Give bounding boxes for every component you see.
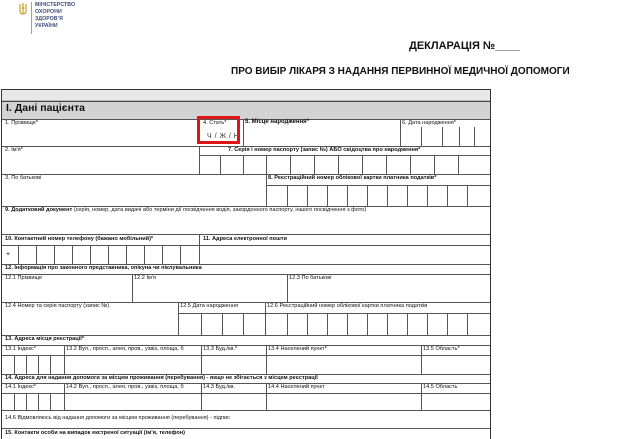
label-additional-doc [5,207,366,214]
label-rep-name: 12.2 Ім'я [134,275,156,281]
declaration-title: ДЕКЛАРАЦІЯ №____ [409,40,520,52]
declaration-subtitle: ПРО ВИБІР ЛІКАРЯ З НАДАННЯ ПЕРВИННОЇ МЕДИЧНОЇ ДОПОМОГИ [231,66,570,77]
label-reg-city: 13.4 Населений пункт* [268,346,327,352]
label-passport: 7. Серія і номер паспорту (запис №) АБО свідоцтва про народження* [228,147,421,153]
label-email: 11. Адреса електронної пошти [203,236,287,242]
label-reg-region: 13.5 Область* [423,346,460,352]
ministry-name-line-4: УКРАЇНИ [35,23,58,29]
sex-options: Ч / Ж / Н [207,133,240,140]
label-phone: 10. Контактний номер телефону (бажано мобільний)* [5,236,154,242]
patient-form [1,89,491,439]
label-tax-card: 8. Реєстраційний номер облікової картки платника податків* [268,175,437,181]
label-live-address: 14. Адреса для надання допомоги за місцем проживання (перебування) - якщо не збігається з місцем реєстрації [5,375,318,381]
label-reg-street: 13.2 Вул., просп., алея, пров., узвіз, площа, б [66,346,184,352]
label-birthplace: 5. Місце народження* [245,119,309,125]
label-rep-info: 12. Інформація про законного представника, опікуна чи піклувальника [5,265,202,271]
label-rep-passport: 12.4 Номер та серія паспорту (запис №) [5,303,110,309]
label-name: 2. Ім'я* [5,147,23,153]
label-sex: 4. Стать* [203,120,227,126]
trident-icon [18,2,28,16]
phone-prefix: + [6,251,11,258]
form-header-strip [2,90,490,101]
label-live-city: 14.4 Населений пункт [268,384,325,390]
label-surname: 1. Прізвище* [5,120,39,126]
label-birthdate: 6. Дата народження* [402,120,456,126]
label-rep-birthdate: 12.5 Дата народження [180,303,239,309]
label-rep-tax: 12.6 Реєстраційний номер облікової картки платника податків [267,303,428,309]
label-live-index: 14.1 Індекс* [5,384,36,390]
additional-doc-title: 9. Додатковий документ [5,207,73,213]
sex-field-highlight[interactable] [197,116,240,144]
label-live-region: 14.5 Область [423,384,458,390]
ministry-name-line-3: ЗДОРОВ'Я [35,16,63,22]
ministry-name-line-1: МІНІСТЕРСТВО [35,2,76,8]
section-title: I. Дані пацієнта [6,102,85,114]
additional-doc-hint: (серія, номер, дата видачі або терміни дії посвідчення водія, закордонного паспорту, іншого посвідчення з фото) [73,207,367,213]
label-rep-patronymic: 12.3 По батькові [289,275,332,281]
label-patronymic: 3. По батькові [5,175,42,181]
label-emergency: 15. Контакти особи на випадок екстреної ситуації (ім'я, телефон) [5,430,185,436]
label-refusal: 14.6 Відмовляюсь від надання допомоги за місцем проживання (перебування) - підпис [5,415,230,421]
label-reg-address: 13. Адреса місця реєстрації* [5,336,85,342]
label-live-street: 14.2 Вул., просп., алея, пров., узвіз, площа, б [66,384,184,390]
label-reg-index: 13.1 Індекс* [5,346,36,352]
ministry-name-line-2: ОХОРОНИ [35,9,62,15]
label-reg-building: 13.3 Буд./кв.* [203,346,238,352]
label-live-building: 14.3 Буд./кв. [203,384,235,390]
label-rep-surname: 12.1 Прізвище [5,275,43,281]
logo-divider [31,2,32,34]
